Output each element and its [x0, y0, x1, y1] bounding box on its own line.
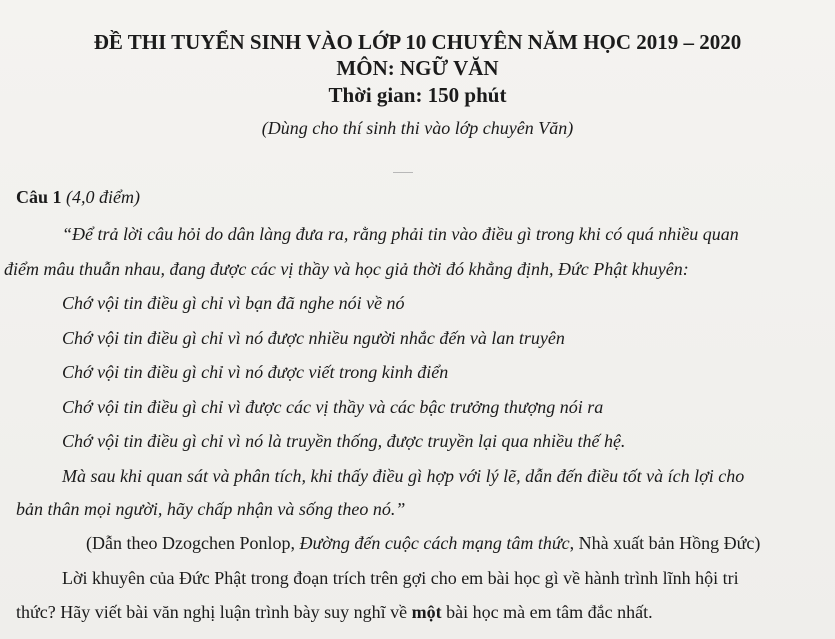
advice-line: Chớ vội tin điều gì chỉ vì nó là truyền thống, được truyền lại qua nhiều thế hệ.: [62, 431, 626, 451]
task-line-2: [16, 601, 653, 623]
task-line-1: Lời khuyên của Đức Phật trong đoạn trích trên gợi cho em bài học gì về hành trình lĩnh hội tri: [62, 568, 739, 588]
exam-audience-note: (Dùng cho thí sinh thi vào lớp chuyên Văn): [261, 118, 574, 138]
advice-line: Chớ vội tin điều gì chỉ vì được các vị thầy và các bậc trưởng thượng nói ra: [62, 397, 604, 417]
source-suffix: , Nhà xuất bản Hồng Đức): [569, 533, 761, 553]
divider: [393, 172, 413, 173]
question-label: Câu 1: [16, 187, 62, 207]
conclusion-line-2: bản thân mọi người, hãy chấp nhận và sống theo nó.”: [16, 499, 406, 519]
source-book-title: Đường đến cuộc cách mạng tâm thức: [299, 533, 570, 553]
time-limit: Thời gian: 150 phút: [328, 83, 507, 107]
subject-title: MÔN: NGỮ VĂN: [336, 56, 499, 80]
source-citation: [86, 532, 760, 554]
source-prefix: (Dẫn theo Dzogchen Ponlop,: [86, 533, 300, 553]
advice-line: Chớ vội tin điều gì chỉ vì nó được viết trong kinh điển: [62, 362, 449, 382]
question-heading: [16, 186, 140, 208]
advice-line: Chớ vội tin điều gì chỉ vì bạn đã nghe nói về nó: [62, 293, 405, 313]
task-text-a: thức? Hãy viết bài văn nghị luận trình bày suy nghĩ về: [16, 602, 412, 622]
advice-line: Chớ vội tin điều gì chỉ vì nó được nhiều người nhắc đến và lan truyên: [62, 328, 565, 348]
task-text-b: bài học mà em tâm đắc nhất.: [441, 602, 653, 622]
conclusion-line-1: Mà sau khi quan sát và phân tích, khi thấy điều gì hợp với lý lẽ, dẫn đến điều tốt và ích lợi cho: [62, 466, 745, 486]
quote-line-1: “Để trả lời câu hỏi do dân làng đưa ra, rằng phải tin vào điều gì trong khi có quá nhiều quan: [62, 224, 739, 244]
question-points: (4,0 điểm): [66, 187, 140, 207]
exam-title: ĐỀ THI TUYỂN SINH VÀO LỚP 10 CHUYÊN NĂM HỌC 2019 – 2020: [93, 30, 742, 54]
task-emphasis: một: [411, 602, 442, 622]
quote-line-2: điểm mâu thuẫn nhau, đang được các vị thầy và học giả thời đó khẳng định, Đức Phật khuyên:: [4, 259, 689, 279]
